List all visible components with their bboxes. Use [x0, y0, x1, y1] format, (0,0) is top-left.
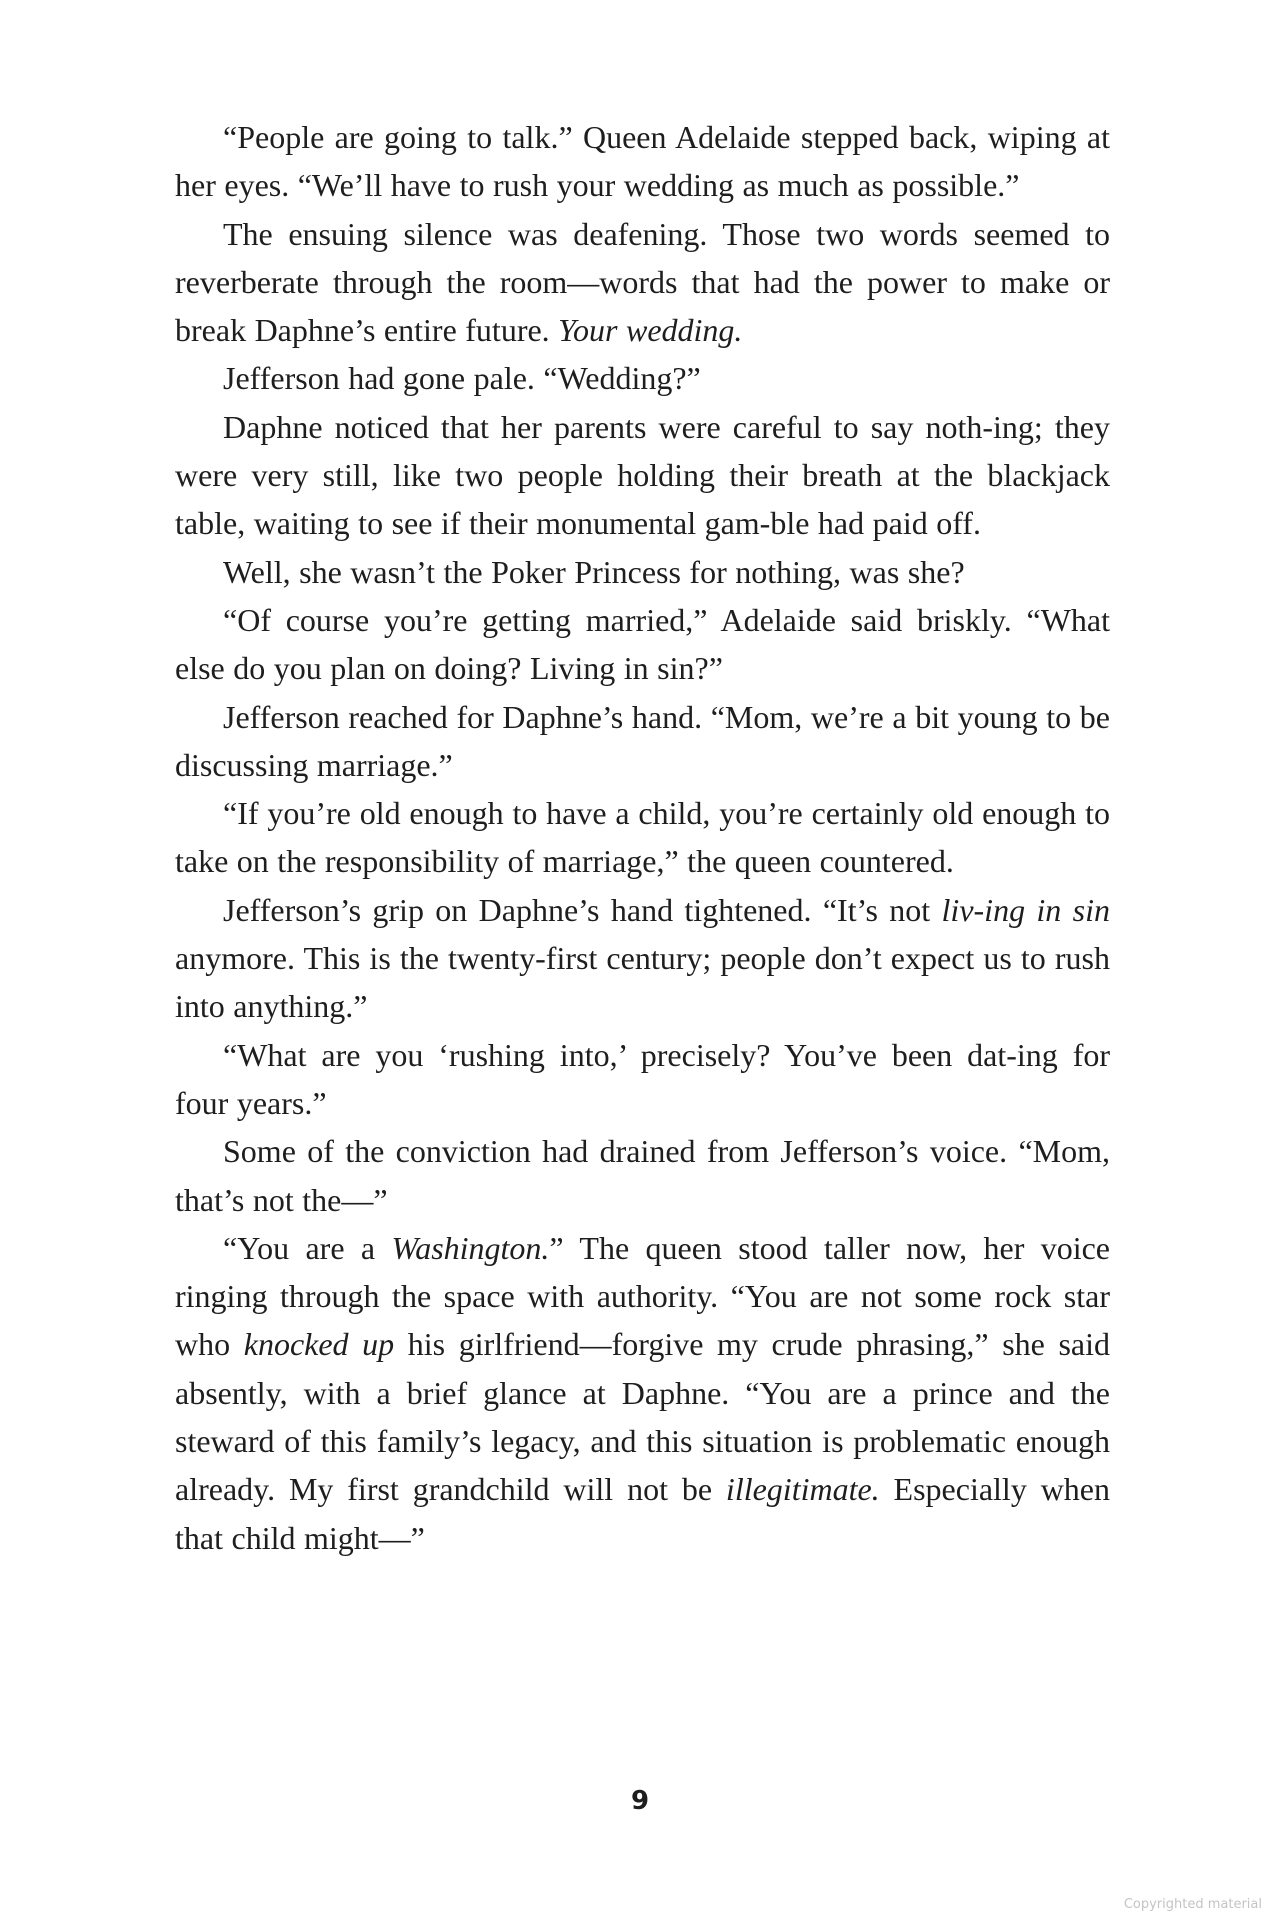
text-segment: Jefferson’s grip on Daphne’s hand tightened. “It’s not	[223, 891, 942, 928]
paragraph	[175, 596, 1110, 693]
paragraph	[175, 1031, 1110, 1128]
text-segment: Daphne noticed that her parents were careful to say noth-ing; they were very still, like two people holding their breath at the blackjack table, waiting to see if their monumental gam-ble had paid off.	[175, 408, 1110, 542]
italic-text: liv-ing in sin	[941, 891, 1110, 928]
text-segment: “If you’re old enough to have a child, you’re certainly old enough to take on the responsibility of marriage,” the queen countered.	[175, 795, 1110, 880]
paragraph	[175, 548, 1110, 596]
italic-text: Washington.	[391, 1229, 550, 1266]
text-segment: “What are you ‘rushing into,’ precisely? You’ve been dat-ing for four years.”	[175, 1036, 1110, 1121]
paragraph	[175, 403, 1110, 548]
paragraph	[175, 210, 1110, 355]
text-segment: Some of the conviction had drained from Jefferson’s voice. “Mom, that’s not the—”	[175, 1133, 1110, 1218]
paragraph	[175, 693, 1110, 790]
text-segment: Jefferson reached for Daphne’s hand. “Mom, we’re a bit young to be discussing marriage.”	[175, 698, 1110, 783]
paragraph	[175, 789, 1110, 886]
text-segment: Especially when that child might—”	[175, 1471, 1111, 1556]
text-segment: “People are going to talk.” Queen Adelaide stepped back, wiping at her eyes. “We’ll have to rush your wedding as much as possible.”	[175, 119, 1110, 204]
text-segment: his girlfriend—forgive my crude phrasing,” she said absently, with a brief glance at Daphne. “You are a prince and the steward of this family’s legacy, and this situation is problematic enough already. My first grandchild will not be	[175, 1326, 1111, 1508]
paragraph	[175, 1224, 1110, 1562]
page-number: 9	[630, 1786, 650, 1816]
text-segment: “You are a	[223, 1229, 392, 1266]
page-body	[175, 113, 1110, 1562]
italic-text: Your wedding.	[558, 312, 743, 349]
paragraph	[175, 1127, 1110, 1224]
text-segment: The ensuing silence was deafening. Those two words seemed to reverberate through the room—words that had the power to make or break Daphne’s entire future.	[175, 215, 1110, 349]
text-segment: Jefferson had gone pale. “Wedding?”	[223, 360, 701, 397]
paragraph	[175, 354, 1110, 402]
text-segment: “Of course you’re getting married,” Adelaide said briskly. “What else do you plan on doing? Living in sin?”	[175, 601, 1110, 687]
copyright-watermark: Copyrighted material	[1123, 1897, 1262, 1912]
text-segment: anymore. This is the twenty-first century; people don’t expect us to rush into anything.”	[175, 940, 1110, 1025]
italic-text: knocked up	[243, 1326, 395, 1363]
paragraph	[175, 113, 1110, 210]
text-segment: Well, she wasn’t the Poker Princess for nothing, was she?	[223, 553, 965, 590]
paragraph	[175, 886, 1110, 1031]
italic-text: illegitimate.	[725, 1471, 880, 1508]
text-segment: ” The queen stood taller now, her voice ringing through the space with authority. “You are not some rock star who	[175, 1229, 1111, 1363]
